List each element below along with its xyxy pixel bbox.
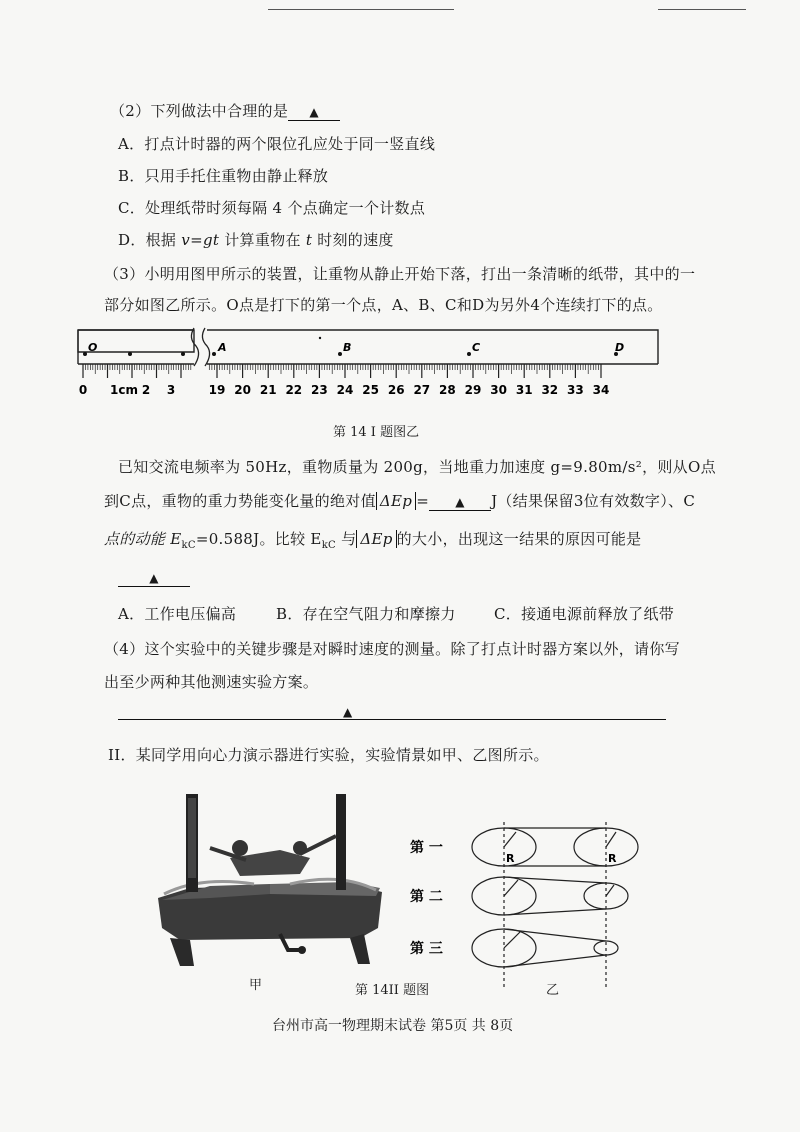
q3-answer-blank[interactable]: ▲	[429, 492, 491, 511]
tick-label-2: 2	[141, 383, 151, 397]
q3-para2: 到C点，重物的重力势能变化量的绝对值 ΔEp = ▲ J（结果保留3位有效数字）、C	[104, 492, 696, 510]
q3-choice-a: A．工作电压偏高	[118, 605, 237, 623]
page-footer: 台州市高一物理期末试卷 第5页 共 8页	[272, 1018, 514, 1034]
tick-label-25: 25	[362, 383, 379, 397]
tick-label-20: 20	[234, 383, 251, 397]
q4-line2: 出至少两种其他测速实验方案。	[104, 673, 319, 691]
q3-reason-blank[interactable]: ▲	[118, 568, 190, 587]
row-label-3: 第 三	[410, 941, 443, 957]
tick-label-29: 29	[464, 383, 482, 397]
tick-label-22: 22	[285, 383, 303, 397]
q2-option-b: B．只用手托住重物由静止释放	[118, 167, 329, 185]
tick-label-1cm: 1cm	[110, 383, 138, 397]
paper-tape-ruler	[72, 324, 662, 404]
q3-para1: 已知交流电频率为 50Hz，重物质量为 200g，当地重力加速度 g=9.80m/s²，则从O点	[118, 458, 716, 476]
q4-blank-mark: ▲	[343, 705, 353, 719]
tick-label-19: 19	[208, 383, 226, 397]
q3-line1: （3）小明用图甲所示的装置，让重物从静止开始下落，打出一条清晰的纸带，其中的一	[104, 265, 696, 283]
q3-para3: 点的动能 $E_{kC}=0.588J$。比较 $E_{kC}$ 与 ΔEp 的大小，出现这一结果的原因可能是	[104, 530, 642, 551]
tick-label-0: 0	[78, 383, 88, 397]
tick-label-28: 28	[439, 383, 456, 397]
radius-label-right: R	[608, 852, 617, 865]
q2-option-c: C．处理纸带时须每隔 4 个点确定一个计数点	[118, 199, 426, 217]
q2-stem: （2）下列做法中合理的是 ▲	[110, 100, 340, 121]
q4-line1: （4）这个实验中的关键步骤是对瞬时速度的测量。除了打点计时器方案以外，请你写	[104, 640, 680, 658]
tick-label-31: 31	[515, 383, 533, 397]
q3-line2: 部分如图乙所示。O点是打下的第一个点，A、B、C和D为另外4个连续打下的点。	[104, 296, 663, 314]
tick-label-24: 24	[336, 383, 354, 397]
tape-label-a: A	[218, 341, 227, 354]
q2-option-d: D．根据 v=gt 计算重物在 t 时刻的速度	[118, 231, 394, 249]
tape-point-o	[83, 352, 87, 356]
tick-label-33: 33	[567, 383, 584, 397]
pulley-diagram	[410, 822, 650, 992]
row-label-1: 第 一	[410, 840, 443, 856]
tape-point-2	[181, 352, 185, 356]
tape-label-c: C	[472, 341, 481, 354]
tape-point-c	[467, 352, 471, 356]
ruler-ticks-right	[209, 364, 601, 378]
tape-point-a	[212, 352, 216, 356]
q4-answer-line[interactable]	[118, 719, 666, 720]
q2-answer-blank[interactable]: ▲	[288, 102, 340, 121]
tape-label-b: B	[343, 341, 352, 354]
tape-label-d: D	[615, 341, 625, 354]
tape-caption: 第 14 I 题图乙	[333, 425, 420, 440]
label-yi: 乙	[546, 983, 560, 998]
tape-point-b	[338, 352, 342, 356]
section2-title: II．某同学用向心力演示器进行实验，实验情景如甲、乙图所示。	[108, 746, 549, 764]
tick-label-26: 26	[387, 383, 405, 397]
top-rule	[268, 9, 454, 10]
centripetal-apparatus-image	[150, 788, 390, 973]
top-rule-right	[658, 9, 746, 10]
tape-point-1	[128, 352, 132, 356]
tick-label-30: 30	[490, 383, 507, 397]
tick-label-21: 21	[259, 383, 277, 397]
tick-label-34: 34	[592, 383, 610, 397]
tick-label-23: 23	[311, 383, 328, 397]
tick-label-3: 3	[166, 383, 176, 397]
label-jia: 甲	[249, 978, 263, 993]
row-label-2: 第 二	[410, 889, 443, 905]
pulley-caption: 第 14II 题图	[355, 983, 430, 998]
tick-label-27: 27	[413, 383, 431, 397]
q3-choice-c: C．接通电源前释放了纸带	[494, 605, 675, 623]
tape-label-o: O	[88, 341, 98, 354]
q2-option-a: A．打点计时器的两个限位孔应处于同一竖直线	[118, 135, 436, 153]
tape-point-speck	[319, 337, 321, 339]
q3-choice-b: B．存在空气阻力和摩擦力	[276, 605, 456, 623]
tick-label-32: 32	[541, 383, 559, 397]
radius-label-left: R	[506, 852, 515, 865]
ruler-ticks-left	[83, 364, 191, 378]
